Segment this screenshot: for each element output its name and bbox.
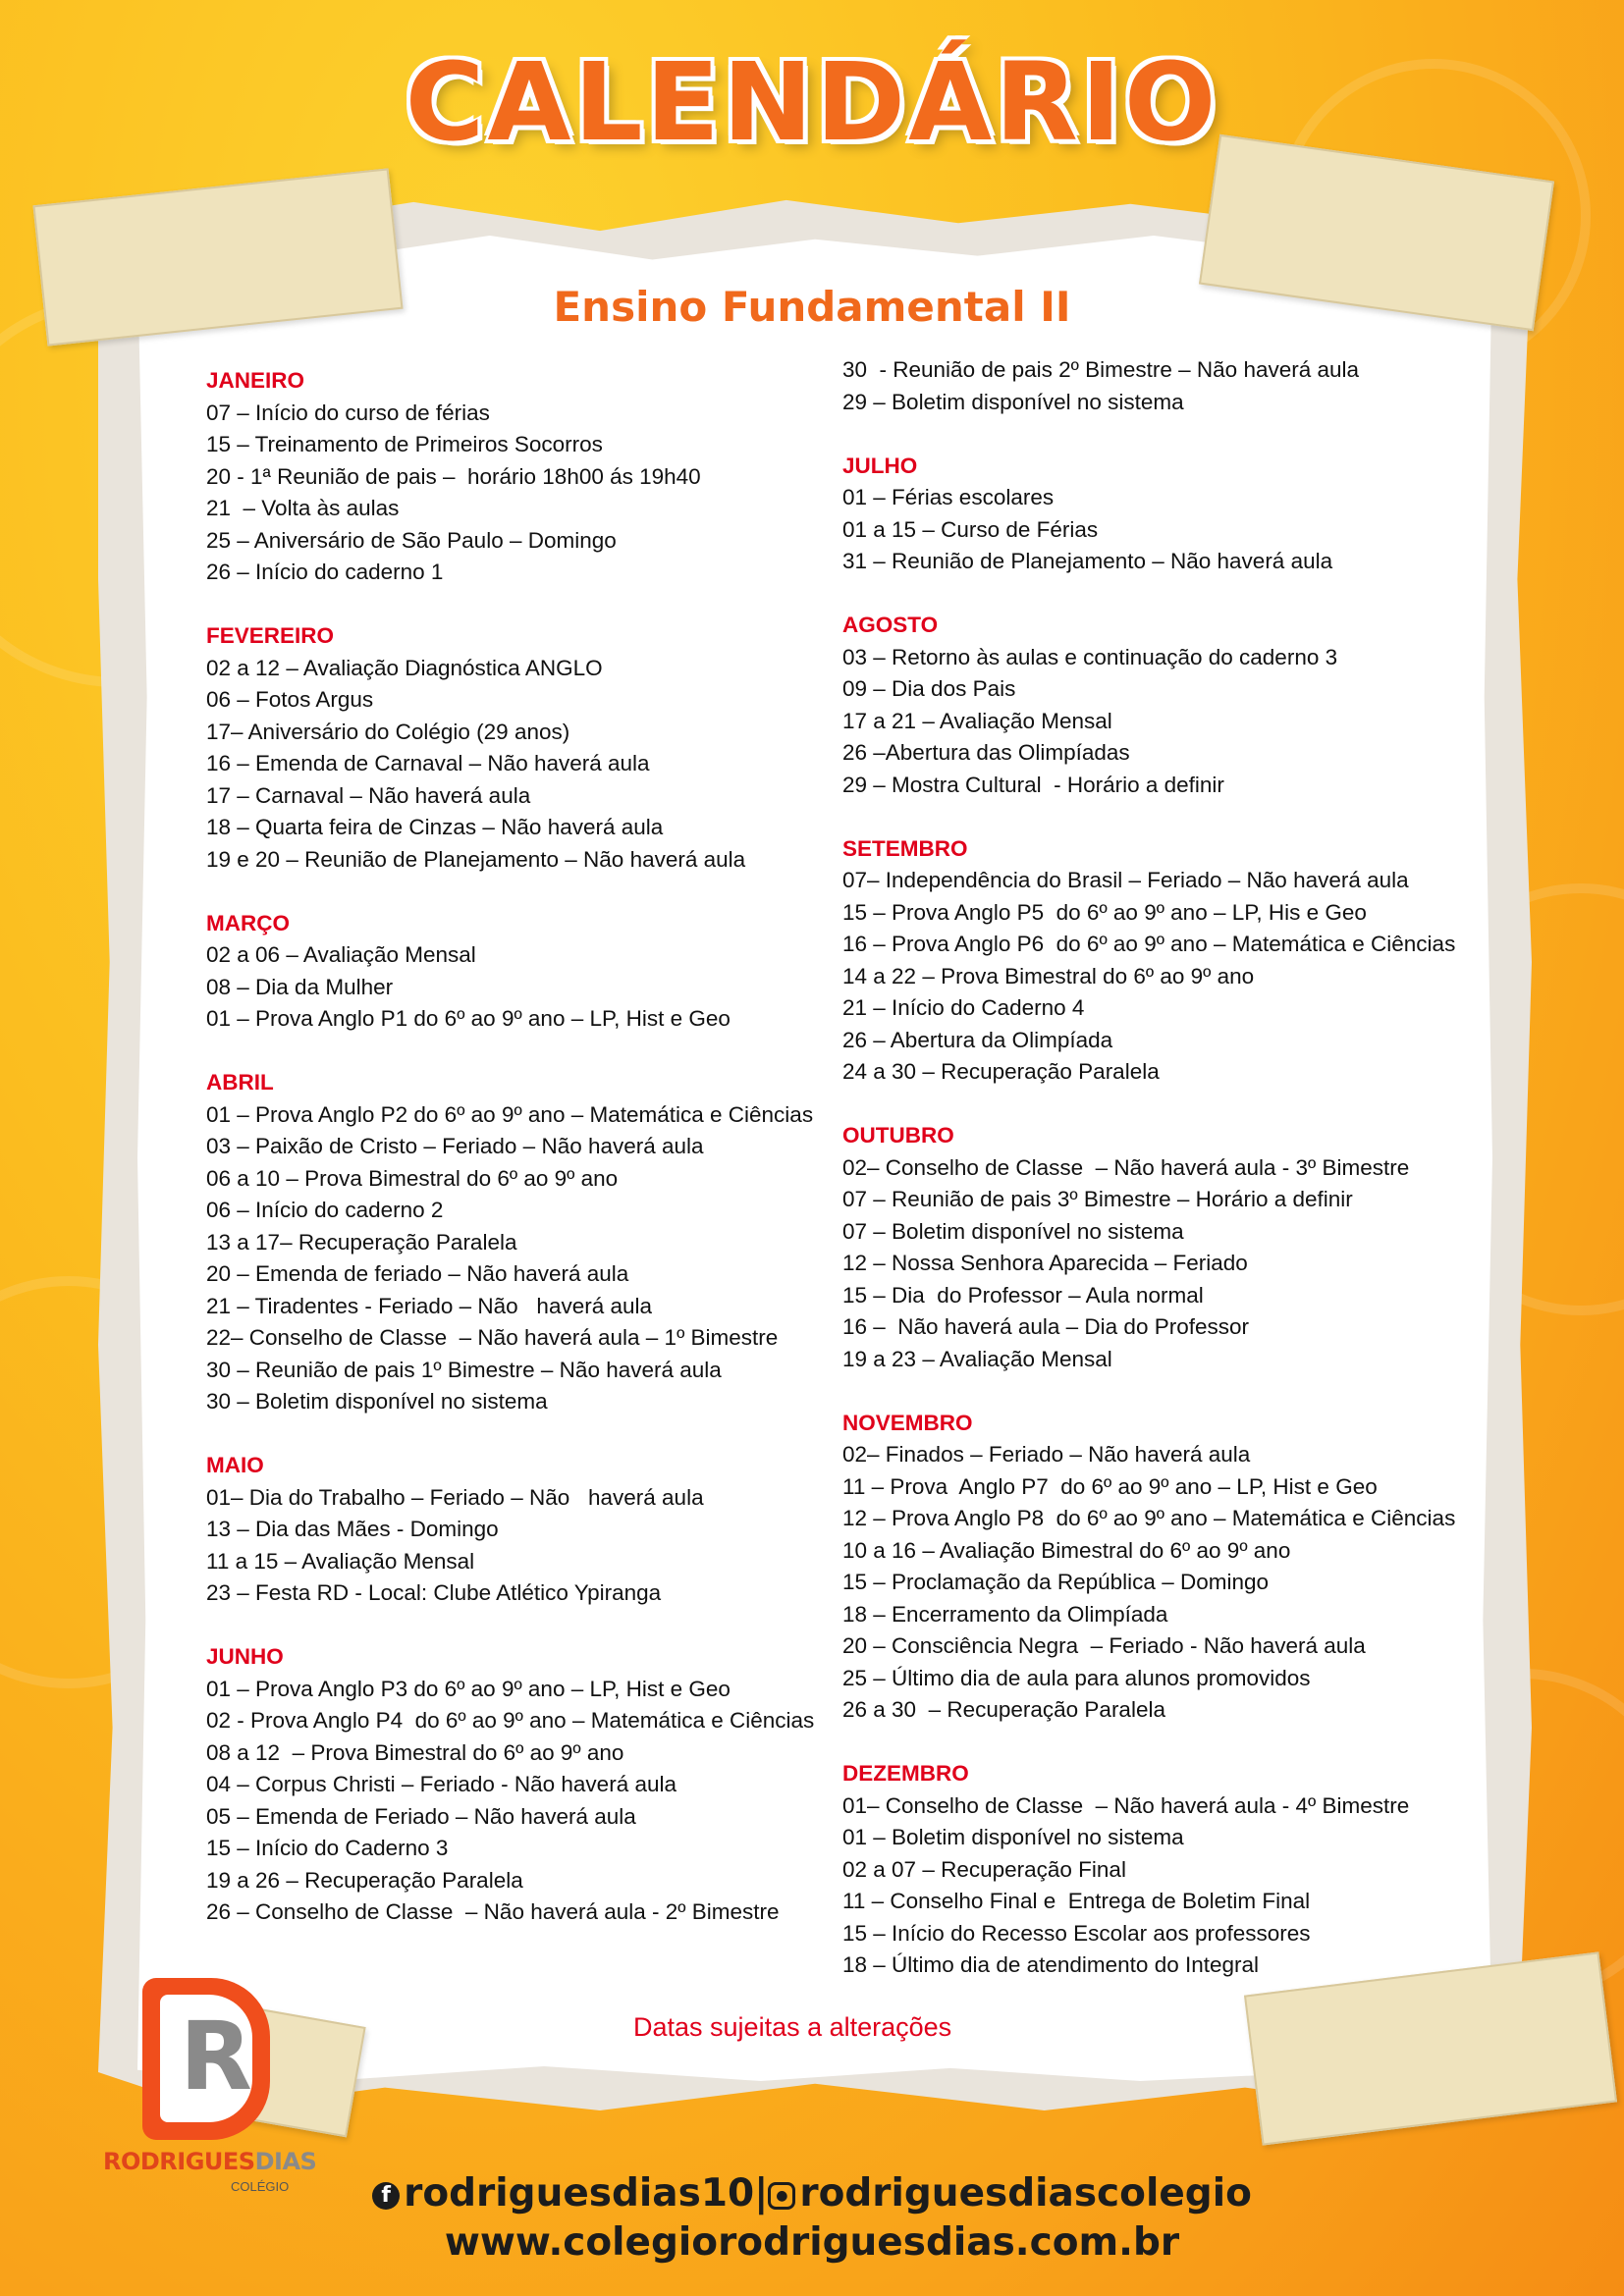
calendar-entry: 15 – Prova Anglo P5 do 6º ao 9º ano – LP, His e Geo (842, 899, 1367, 925)
instagram-handle[interactable]: rodriguesdiascolegio (799, 2171, 1252, 2216)
spacer (206, 876, 820, 908)
calendar-entry: 15 – Dia do Professor – Aula normal (842, 1282, 1204, 1308)
calendar-entry: 03 – Paixão de Cristo – Feriado – Não haverá aula (206, 1134, 704, 1158)
calendar-entry: 23 – Festa RD - Local: Clube Atlético Ypiranga (206, 1580, 662, 1605)
facebook-icon: f (372, 2182, 400, 2210)
calendar-entry: 02– Conselho de Classe – Não haverá aula - 3º Bimestre (842, 1154, 1410, 1180)
calendar-entry: 01 – Prova Anglo P2 do 6º ao 9º ano – Matemática e Ciências (206, 1101, 814, 1127)
calendar-entry: 17 – Carnaval – Não haverá aula (206, 782, 531, 808)
calendar-entry: 26 –Abertura das Olimpíadas (842, 740, 1130, 765)
calendar-entry: 14 a 22 – Prova Bimestral do 6º ao 9º ano (842, 963, 1255, 988)
spacer (206, 589, 820, 621)
month-heading: SETEMBRO (842, 835, 968, 861)
spacer (842, 801, 1471, 833)
calendar-entry: 20 – Emenda de feriado – Não haverá aula (206, 1261, 629, 1286)
calendar-entry: 18 – Quarta feira de Cinzas – Não haverá aula (206, 815, 664, 839)
calendar-entry: 22– Conselho de Classe – Não haverá aula – 1º Bimestre (206, 1325, 779, 1350)
calendar-entry: 31 – Reunião de Planejamento – Não haverá aula (842, 549, 1333, 573)
calendar-entry: 21 – Início do Caderno 4 (842, 995, 1085, 1020)
calendar-entry: 16 – Emenda de Carnaval – Não haverá aula (206, 751, 650, 775)
calendar-entry: 06 – Início do caderno 2 (206, 1198, 444, 1222)
month-heading: JULHO (842, 453, 918, 478)
calendar-entry: 18 – Último dia de atendimento do Integral (842, 1952, 1260, 1977)
calendar-entry: 29 – Mostra Cultural - Horário a definir (842, 772, 1224, 797)
calendar-entry: 11 – Prova Anglo P7 do 6º ao 9º ano – LP, Hist e Geo (842, 1473, 1378, 1499)
calendar-entry: 13 a 17– Recuperação Paralela (206, 1229, 517, 1255)
calendar-entry: 16 – Prova Anglo P6 do 6º ao 9º ano – Matemática e Ciências (842, 932, 1456, 956)
spacer (842, 578, 1471, 611)
calendar-entry: 02 a 07 – Recuperação Final (842, 1856, 1126, 1882)
calendar-entry: 03 – Retorno às aulas e continuação do caderno 3 (842, 644, 1338, 669)
spacer (206, 1036, 820, 1068)
calendar-entry: 07 – Reunião de pais 3º Bimestre – Horário a definir (842, 1187, 1353, 1211)
calendar-entry: 01– Conselho de Classe – Não haverá aula - 4º Bimestre (842, 1792, 1410, 1818)
month-heading: NOVEMBRO (842, 1410, 973, 1435)
facebook-handle[interactable]: rodriguesdias10 (404, 2171, 755, 2216)
calendar-entry: 01 – Boletim disponível no sistema (842, 1825, 1184, 1849)
logo-sub: COLÉGIO (231, 2179, 290, 2194)
calendar-entry: 26 – Conselho de Classe – Não haverá aula - 2º Bimestre (206, 1899, 780, 1924)
page-subtitle: Ensino Fundamental II (553, 283, 1071, 331)
calendar-entry: 30 – Reunião de pais 1º Bimestre – Não haverá aula (206, 1357, 722, 1382)
calendar-entry: 15 – Treinamento de Primeiros Socorros (206, 432, 603, 456)
calendar-entry: 07 – Boletim disponível no sistema (842, 1218, 1184, 1244)
calendar-entry: 02– Finados – Feriado – Não haverá aula (842, 1442, 1251, 1467)
calendar-entry: 26 a 30 – Recuperação Paralela (842, 1697, 1165, 1722)
calendar-entry: 11 – Conselho Final e Entrega de Boletim Final (842, 1889, 1311, 1913)
calendar-entry: 15 – Início do Caderno 3 (206, 1836, 449, 1860)
calendar-entry: 05 – Emenda de Feriado – Não haverá aula (206, 1803, 636, 1829)
calendar-entry: 06 a 10 – Prova Bimestral do 6º ao 9º ano (206, 1165, 619, 1191)
left-column (206, 365, 820, 1929)
calendar-entry: 19 e 20 – Reunião de Planejamento – Não haverá aula (206, 846, 746, 872)
calendar-entry: 15 – Proclamação da República – Domingo (842, 1570, 1270, 1594)
month-heading: MAIO (206, 1453, 264, 1477)
spacer (842, 418, 1471, 451)
spacer (206, 1610, 820, 1642)
calendar-entry: 17– Aniversário do Colégio (29 anos) (206, 719, 570, 744)
month-heading: MARÇO (206, 910, 290, 935)
disclaimer-note: Datas sujeitas a alterações (633, 2012, 952, 2042)
logo-brand: RODRIGUESDIAS (103, 2148, 317, 2175)
calendar-entry: 16 – Não haverá aula – Dia do Professor (842, 1314, 1249, 1339)
month-heading: ABRIL (206, 1070, 274, 1095)
calendar-entry: 11 a 15 – Avaliação Mensal (206, 1548, 475, 1574)
calendar-entry: 29 – Boletim disponível no sistema (842, 389, 1184, 414)
month-heading: DEZEMBRO (842, 1761, 969, 1786)
calendar-entry: 30 - Reunião de pais 2º Bimestre – Não haverá aula (842, 357, 1360, 382)
calendar-entry: 12 – Nossa Senhora Aparecida – Feriado (842, 1251, 1248, 1275)
calendar-entry: 02 a 06 – Avaliação Mensal (206, 942, 476, 967)
calendar-entry: 13 – Dia das Mães - Domingo (206, 1517, 499, 1541)
month-heading: FEVEREIRO (206, 623, 335, 648)
month-heading: JANEIRO (206, 368, 305, 393)
spacer (206, 1418, 820, 1451)
month-heading: JUNHO (206, 1644, 284, 1669)
calendar-entry: 20 - 1ª Reunião de pais – horário 18h00 ás 19h40 (206, 463, 701, 489)
spacer (842, 1375, 1471, 1408)
calendar-entry: 25 – Último dia de aula para alunos promovidos (842, 1665, 1311, 1690)
calendar-entry: 26 – Abertura da Olimpíada (842, 1027, 1113, 1052)
calendar-entry: 06 – Fotos Argus (206, 687, 374, 712)
page-title: CALENDÁRIO (405, 39, 1219, 165)
month-heading: OUTUBRO (842, 1123, 954, 1148)
calendar-entry: 21 – Volta às aulas (206, 496, 400, 520)
calendar-entry: 21 – Tiradentes - Feriado – Não haverá aula (206, 1293, 653, 1318)
calendar-entry: 24 a 30 – Recuperação Paralela (842, 1059, 1160, 1084)
instagram-icon: ● (768, 2182, 795, 2210)
calendar-entry: 26 – Início do caderno 1 (206, 560, 444, 584)
calendar-entry: 12 – Prova Anglo P8 do 6º ao 9º ano – Matemática e Ciências (842, 1506, 1456, 1530)
calendar-entry: 08 – Dia da Mulher (206, 974, 394, 999)
calendar-entry: 30 – Boletim disponível no sistema (206, 1389, 548, 1414)
calendar-entry: 10 a 16 – Avaliação Bimestral do 6º ao 9º ano (842, 1537, 1291, 1563)
calendar-entry: 19 a 26 – Recuperação Paralela (206, 1867, 523, 1893)
calendar-entry: 02 a 12 – Avaliação Diagnóstica ANGLO (206, 655, 603, 680)
right-column (842, 354, 1471, 1982)
calendar-entry: 07– Independência do Brasil – Feriado – Não haverá aula (842, 868, 1409, 892)
calendar-entry: 15 – Início do Recesso Escolar aos professores (842, 1920, 1311, 1946)
calendar-entry: 01 – Férias escolares (842, 485, 1055, 509)
calendar-entry: 09 – Dia dos Pais (842, 676, 1016, 701)
calendar-entry: 01 – Prova Anglo P1 do 6º ao 9º ano – LP, Hist e Geo (206, 1006, 731, 1031)
calendar-entry: 17 a 21 – Avaliação Mensal (842, 708, 1112, 733)
calendar-entry: 01– Dia do Trabalho – Feriado – Não haverá aula (206, 1484, 704, 1510)
calendar-entry: 20 – Consciência Negra – Feriado - Não haverá aula (842, 1633, 1366, 1658)
calendar-entry: 08 a 12 – Prova Bimestral do 6º ao 9º ano (206, 1739, 624, 1765)
separator: | (754, 2171, 769, 2216)
calendar-entry: 07 – Início do curso de férias (206, 400, 490, 425)
website-link[interactable]: www.colegiorodriguesdias.com.br (444, 2220, 1180, 2265)
calendar-entry: 01 – Prova Anglo P3 do 6º ao 9º ano – LP, Hist e Geo (206, 1676, 731, 1701)
logo-letter: R (180, 2002, 252, 2111)
month-heading: AGOSTO (842, 613, 939, 637)
calendar-entry: 02 - Prova Anglo P4 do 6º ao 9º ano – Matemática e Ciências (206, 1708, 815, 1733)
calendar-entry: 25 – Aniversário de São Paulo – Domingo (206, 527, 617, 553)
calendar-entry: 19 a 23 – Avaliação Mensal (842, 1346, 1112, 1371)
spacer (842, 1727, 1471, 1759)
spacer (842, 1089, 1471, 1121)
calendar-entry: 01 a 15 – Curso de Férias (842, 516, 1099, 542)
social-handles (0, 2171, 1624, 2216)
calendar-entry: 18 – Encerramento da Olimpíada (842, 1601, 1168, 1627)
calendar-entry: 04 – Corpus Christi – Feriado - Não haverá aula (206, 1772, 677, 1796)
